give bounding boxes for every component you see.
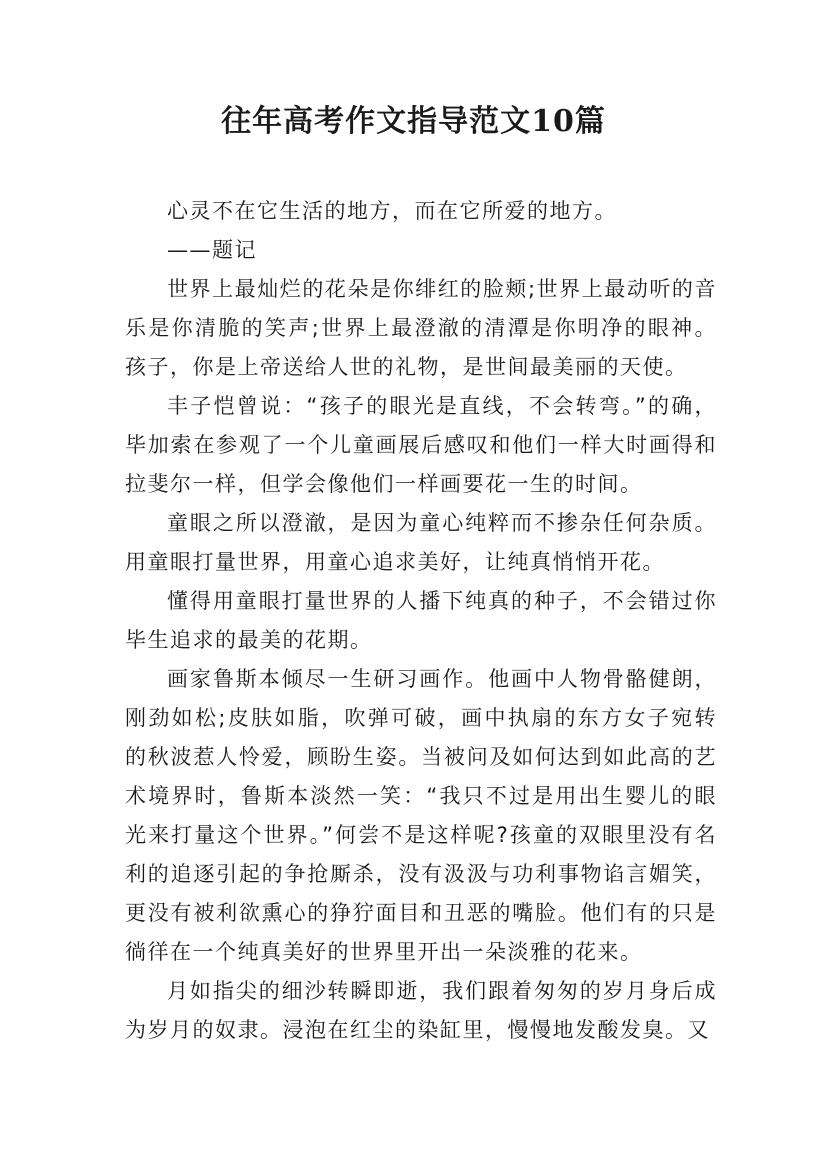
document-body [125, 192, 717, 1050]
epigraph-attribution: ——题记 [167, 238, 257, 262]
document-title: 往年高考作文指导范文10篇 [221, 104, 606, 139]
paragraph: 懂得用童眼打量世界的人播下纯真的种子，不会错过你毕生追求的最美的花期。 [125, 589, 717, 652]
paragraph: 世界上最灿烂的花朵是你绯红的脸颊;世界上最动听的音乐是你清脆的笑声;世界上最澄澈的清潭是你明净的眼神。孩子，你是上帝送给人世的礼物，是世间最美丽的天使。 [125, 277, 717, 379]
paragraph: 丰子恺曾说：“孩子的眼光是直线，不会转弯。”的确，毕加索在参观了一个儿童画展后感叹和他们一样大时画得和拉斐尔一样，但学会像他们一样画要花一生的时间。 [125, 394, 717, 496]
paragraph: 画家鲁斯本倾尽一生研习画作。他画中人物骨骼健朗，刚劲如松;皮肤如脂，吹弹可破，画中执扇的东方女子宛转的秋波惹人怜爱，顾盼生姿。当被问及如何达到如此高的艺术境界时，鲁斯本淡然一笑：“我只不过是用出生婴儿的眼光来打量这个世界。”何尝不是这样呢?孩童的双眼里没有名利的追逐引起的争抢厮杀，没有汲汲与功利事物谄言媚笑，更没有被利欲熏心的狰狞面目和丑恶的嘴脸。他们有的只是徜徉在一个纯真美好的世界里开出一朵淡雅的花来。 [125, 667, 717, 964]
paragraph: 月如指尖的细沙转瞬即逝，我们跟着匆匆的岁月身后成为岁月的奴隶。浸泡在红尘的染缸里，慢慢地发酸发臭。又 [125, 979, 717, 1042]
epigraph: 心灵不在它生活的地方，而在它所爱的地方。 [167, 199, 617, 223]
paragraph: 童眼之所以澄澈，是因为童心纯粹而不掺杂任何杂质。用童眼打量世界，用童心追求美好，让纯真悄悄开花。 [125, 511, 717, 574]
